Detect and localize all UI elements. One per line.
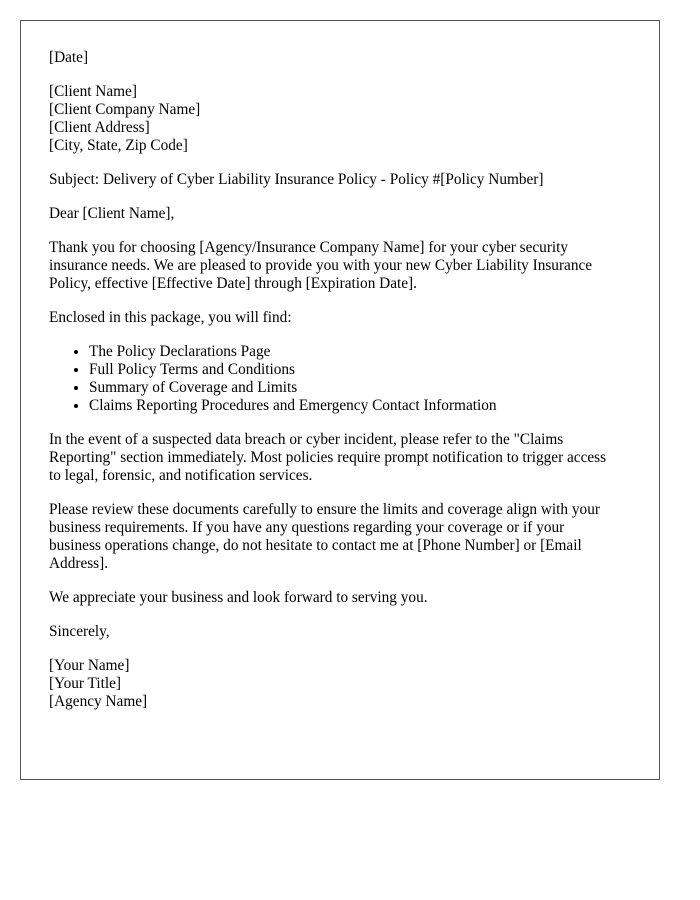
incident-line: Reporting" section immediately. Most policies require prompt notification to trigger access (49, 449, 607, 466)
intro-paragraph (49, 239, 639, 293)
intro-line: insurance needs. We are pleased to provide you with your new Cyber Liability Insurance (49, 257, 593, 274)
review-line: Please review these documents carefully to ensure the limits and coverage align with your (49, 501, 600, 518)
enclosed-intro: Enclosed in this package, you will find: (49, 309, 292, 326)
review-paragraph (49, 501, 639, 573)
incident-line: to legal, forensic, and notification services. (49, 467, 313, 484)
salutation: Dear [Client Name], (49, 205, 175, 222)
enclosure-item: • Claims Reporting Procedures and Emergency Contact Information (89, 397, 639, 415)
recipient-city-state-zip: [City, State, Zip Code] (49, 137, 188, 154)
recipient-block (49, 83, 639, 155)
letter-date: [Date] (49, 49, 89, 66)
intro-line: Thank you for choosing [Agency/Insurance Company Name] for your cyber security (49, 239, 569, 256)
incident-paragraph (49, 431, 639, 485)
incident-line: In the event of a suspected data breach or cyber incident, please refer to the "Claims (49, 431, 564, 448)
review-line: Address]. (49, 555, 109, 572)
subject-line: Subject: Delivery of Cyber Liability Insurance Policy - Policy #[Policy Number] (49, 171, 544, 188)
signature-title: [Your Title] (49, 675, 121, 692)
signature-name: [Your Name] (49, 657, 130, 674)
recipient-company: [Client Company Name] (49, 101, 201, 118)
enclosures-list (49, 343, 639, 415)
signature-block (49, 657, 639, 711)
recipient-address: [Client Address] (49, 119, 150, 136)
letter-page (20, 20, 660, 780)
enclosure-item: • Summary of Coverage and Limits (89, 379, 639, 397)
letter-body (49, 49, 639, 727)
closing-line: Sincerely, (49, 623, 110, 640)
review-line: business requirements. If you have any questions regarding your coverage or if your (49, 519, 565, 536)
recipient-name: [Client Name] (49, 83, 137, 100)
review-line: business operations change, do not hesitate to contact me at [Phone Number] or [Email (49, 537, 582, 554)
signature-agency: [Agency Name] (49, 693, 148, 710)
enclosure-item: • The Policy Declarations Page (89, 343, 639, 361)
appreciation-line: We appreciate your business and look forward to serving you. (49, 589, 428, 606)
intro-line: Policy, effective [Effective Date] through [Expiration Date]. (49, 275, 417, 292)
enclosure-item: • Full Policy Terms and Conditions (89, 361, 639, 379)
